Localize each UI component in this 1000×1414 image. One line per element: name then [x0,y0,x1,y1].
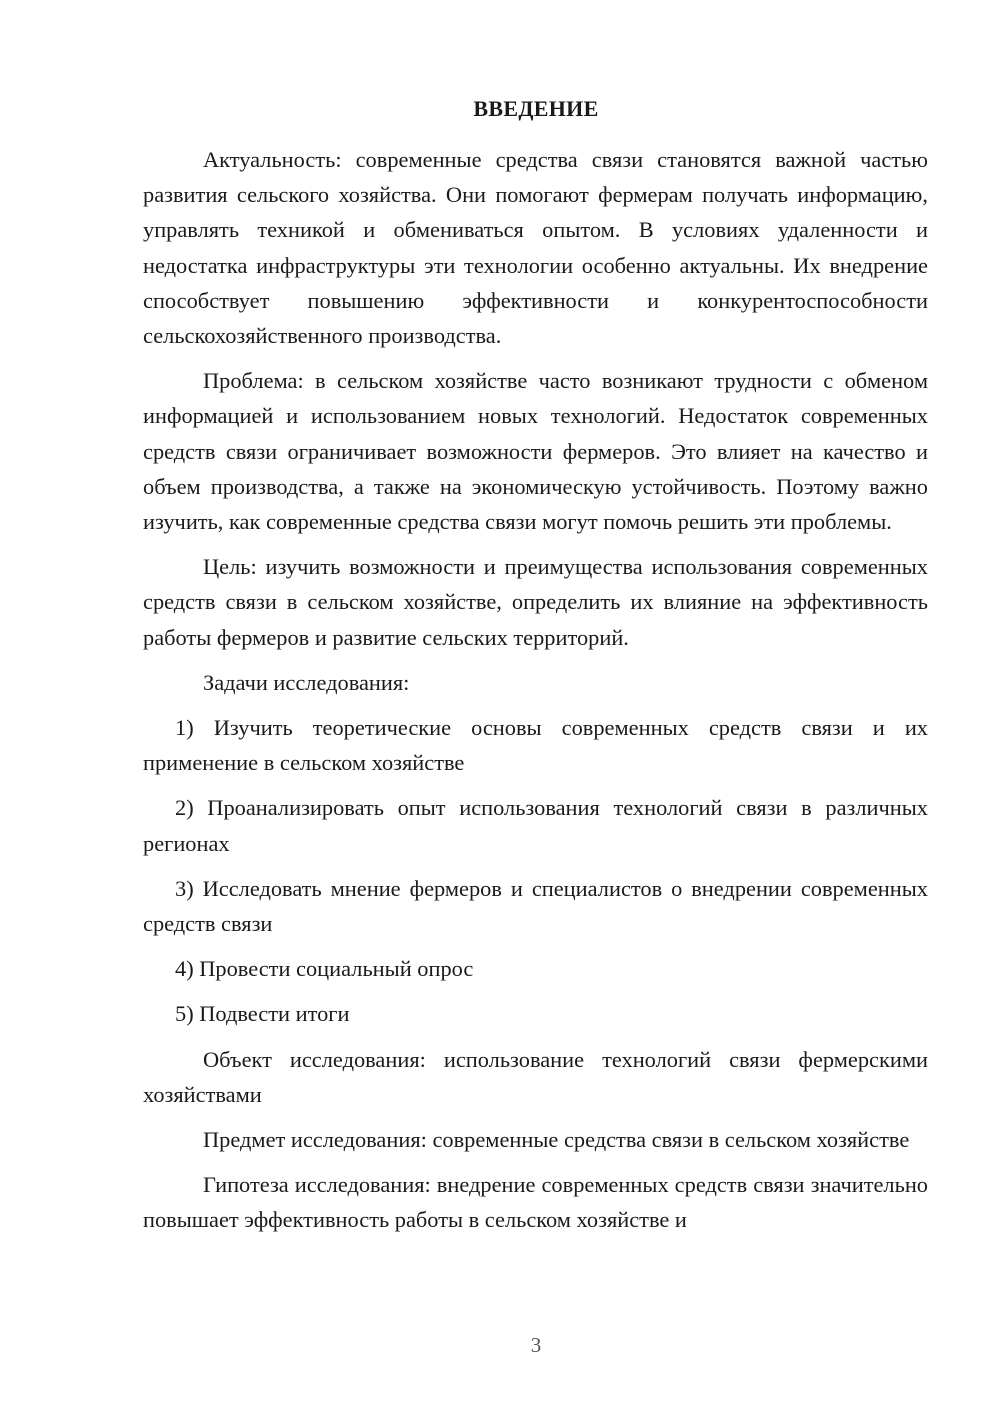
subject-paragraph: Предмет исследования: современные средства связи в сельском хозяйстве [203,1127,910,1153]
task-item: 5) Подвести итоги [175,1001,350,1027]
goal-paragraph: Цель: изучить возможности и преимущества использования современных средств связи в сельском хозяйстве, определить их влияние на эффективность работы фермеров и развитие сельских территорий. [143,554,928,650]
page-number: 3 [530,1333,542,1357]
document-body [143,142,928,1248]
object-paragraph: Объект исследования: использование технологий связи фермерскими хозяйствами [143,1046,928,1107]
section-title: ВВЕДЕНИЕ [473,96,599,121]
task-item: 2) Проанализировать опыт использования технологий связи в различных регионах [143,795,928,856]
tasks-heading: Задачи исследования: [203,669,410,695]
hypothesis-paragraph: Гипотеза исследования: внедрение современных средств связи значительно повышает эффективность работы в сельском хозяйстве и [143,1172,928,1233]
relevance-paragraph: Актуальность: современные средства связи становятся важной частью развития сельского хозяйства. Они помогают фермерам получать информацию, управлять техникой и обмениваться опытом. В условиях удаленности и недостатка инфраструктуры эти технологии особенно актуальны. Их внедрение способствует повышению эффективности и конкурентоспособности сельскохозяйственного производства. [143,147,928,349]
task-item: 1) Изучить теоретические основы современных средств связи и их применение в сельском хозяйстве [143,715,928,776]
problem-paragraph: Проблема: в сельском хозяйстве часто возникают трудности с обменом информацией и использованием новых технологий. Недостаток современных средств связи ограничивает возможности фермеров. Это влияет на качество и объем производства, а также на экономическую устойчивость. Поэтому важно изучить, как современные средства связи могут помочь решить эти проблемы. [143,368,928,535]
task-item: 3) Исследовать мнение фермеров и специалистов о внедрении современных средств связи [143,875,928,937]
task-item: 4) Провести социальный опрос [175,956,474,982]
